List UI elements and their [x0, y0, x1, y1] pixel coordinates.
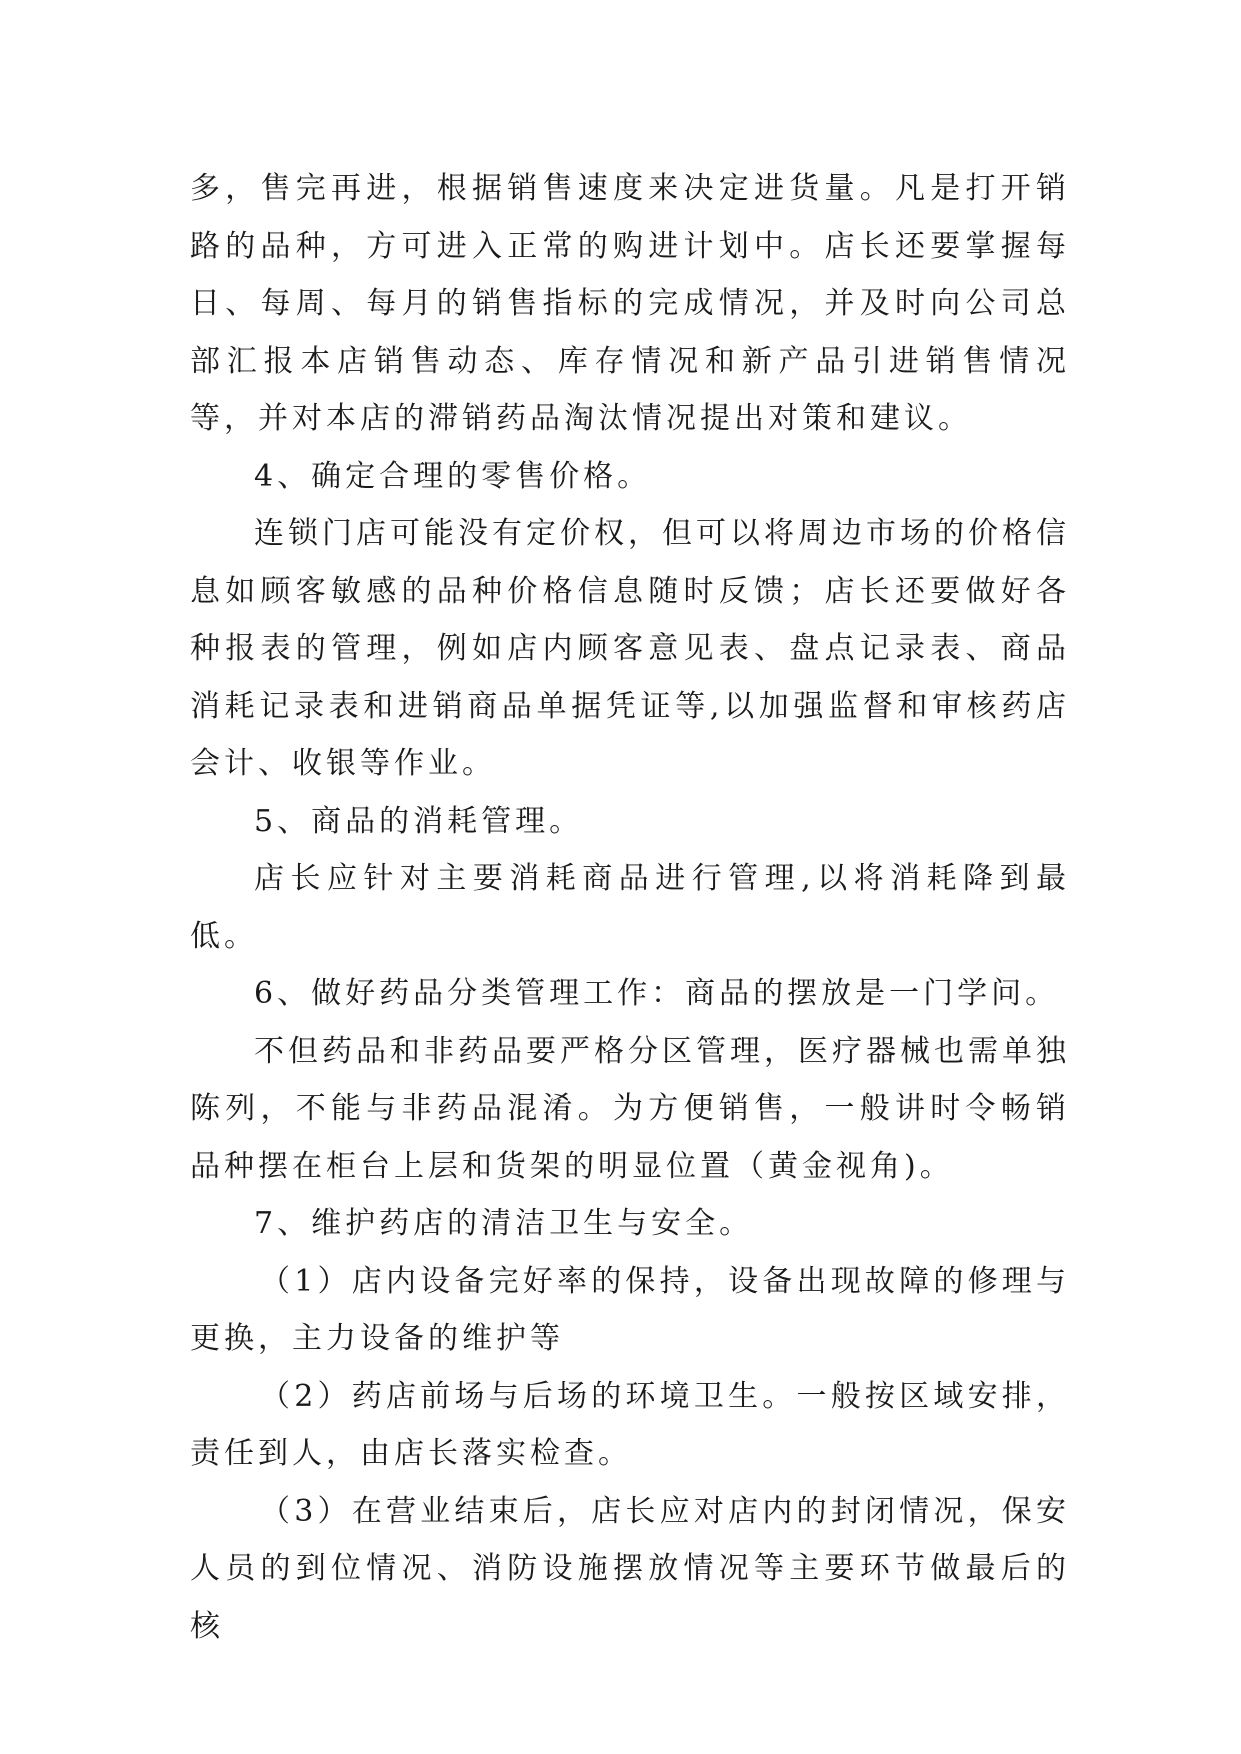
- paragraph-6-heading: 6、做好药品分类管理工作：商品的摆放是一门学问。: [254, 976, 1060, 1011]
- paragraph-8-heading: 7、维护药店的清洁卫生与安全。: [254, 1206, 754, 1241]
- paragraph-2-heading: 4、确定合理的零售价格。: [254, 458, 652, 494]
- paragraph-10: （2）药店前场与后场的环境卫生。一般按区域安排，责任到人，由店长落实检查。: [190, 1378, 1070, 1471]
- paragraph-11: （3）在营业结束后，店长应对店内的封闭情况，保安人员的到位情况、消防设施摆放情况等主要环节做最后的核: [190, 1493, 1070, 1644]
- paragraph-4-heading: 5、商品的消耗管理。: [254, 803, 584, 839]
- paragraph-7: 不但药品和非药品要严格分区管理，医疗器械也需单独陈列，不能与非药品混淆。为方便销售，一般讲时令畅销品种摆在柜台上层和货架的明显位置（黄金视角)。: [190, 1033, 1070, 1184]
- paragraph-3: 连锁门店可能没有定价权，但可以将周边市场的价格信息如顾客敏感的品种价格信息随时反馈；店长还要做好各种报表的管理，例如店内顾客意见表、盘点记录表、商品消耗记录表和进销商品单据凭证等,以加强监督和审核药店会计、收银等作业。: [190, 516, 1070, 781]
- paragraph-1: 多，售完再进，根据销售速度来决定进货量。凡是打开销路的品种，方可进入正常的购进计划中。店长还要掌握每日、每周、每月的销售指标的完成情况，并及时向公司总部汇报本店销售动态、库存情况和新产品引进销售情况等，并对本店的滞销药品淘汰情况提出对策和建议。: [190, 171, 1070, 436]
- paragraph-9: （1）店内设备完好率的保持，设备出现故障的修理与更换，主力设备的维护等: [190, 1263, 1070, 1356]
- document-body: [190, 160, 1070, 1655]
- paragraph-5: 店长应针对主要消耗商品进行管理,以将消耗降到最低。: [190, 861, 1070, 954]
